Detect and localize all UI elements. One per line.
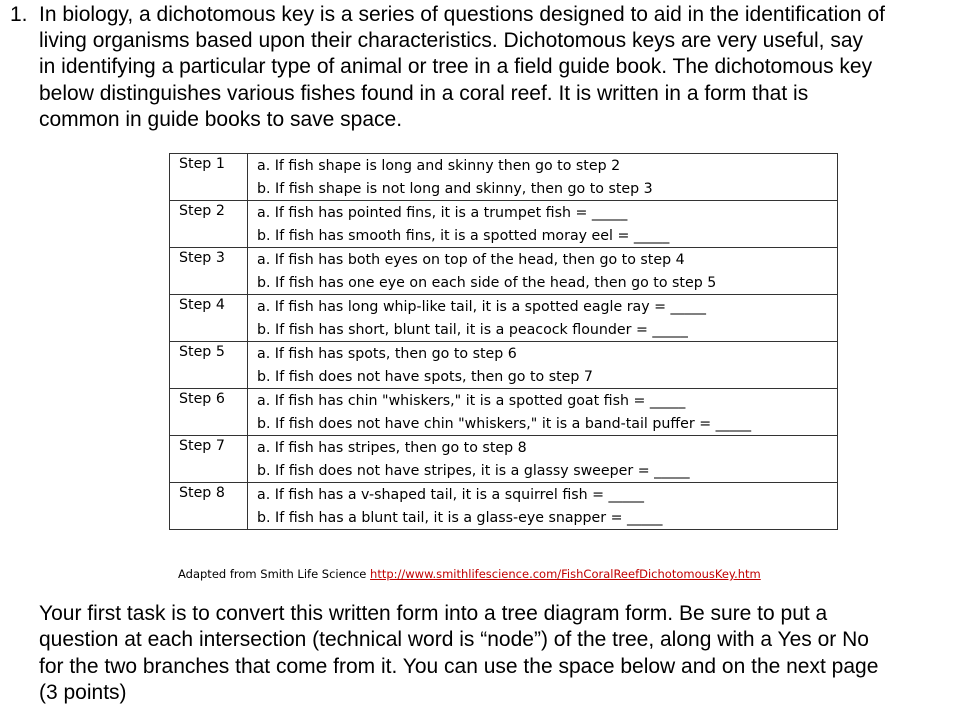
question-text xyxy=(39,2,964,133)
table-row xyxy=(170,483,838,530)
step-label: Step 8 xyxy=(170,483,248,530)
question-line: living organisms based upon their characteristics. Dichotomous keys are very useful, say xyxy=(39,29,864,53)
option-a: a. If fish has stripes, then go to step 8 xyxy=(257,440,527,456)
option-a: a. If fish has spots, then go to step 6 xyxy=(257,346,517,362)
table-row xyxy=(170,436,838,483)
step-options xyxy=(248,436,838,483)
credit-prefix: Adapted from Smith Life Science xyxy=(178,567,371,581)
table-row xyxy=(170,295,838,342)
step-label: Step 1 xyxy=(170,154,248,201)
step-label: Step 3 xyxy=(170,248,248,295)
option-b: b. If fish shape is not long and skinny, then go to step 3 xyxy=(257,180,653,197)
task-line: question at each intersection (technical word is “node”) of the tree, along with a Yes or No xyxy=(39,628,869,652)
step-label: Step 7 xyxy=(170,436,248,483)
table-row xyxy=(170,342,838,389)
table-row xyxy=(170,154,838,201)
step-label: Step 5 xyxy=(170,342,248,389)
source-credit xyxy=(178,567,761,581)
question-line: in identifying a particular type of animal or tree in a field guide book. The dichotomous key xyxy=(39,55,873,79)
question-line: common in guide books to save space. xyxy=(39,107,403,131)
task-line: for the two branches that come from it. You can use the space below and on the next page xyxy=(39,654,879,678)
step-label: Step 2 xyxy=(170,201,248,248)
option-b: b. If fish has short, blunt tail, it is a peacock flounder = _____ xyxy=(257,321,688,338)
question-number: 1. xyxy=(10,3,28,26)
option-b: b. If fish does not have chin "whiskers," it is a band-tail puffer = _____ xyxy=(257,415,752,432)
option-a: a. If fish has a v-shaped tail, it is a squirrel fish = _____ xyxy=(257,487,645,503)
step-options xyxy=(248,201,838,248)
table-row xyxy=(170,201,838,248)
option-b: b. If fish has one eye on each side of the head, then go to step 5 xyxy=(257,274,717,291)
option-a: a. If fish has long whip-like tail, it is a spotted eagle ray = _____ xyxy=(257,299,707,315)
option-b: b. If fish does not have spots, then go to step 7 xyxy=(257,368,593,385)
source-link[interactable]: http://www.smithlifescience.com/FishCoralReefDichotomousKey.htm xyxy=(370,567,761,581)
step-options xyxy=(248,483,838,530)
table-row xyxy=(170,248,838,295)
question-intro xyxy=(10,2,965,133)
task-line: Your first task is to convert this written form into a tree diagram form. Be sure to put a xyxy=(39,602,828,625)
option-a: a. If fish has pointed fins, it is a trumpet fish = _____ xyxy=(257,205,628,221)
step-label: Step 6 xyxy=(170,389,248,436)
table-row xyxy=(170,389,838,436)
option-a: a. If fish has chin "whiskers," it is a spotted goat fish = _____ xyxy=(257,393,686,409)
option-a: a. If fish shape is long and skinny then go to step 2 xyxy=(257,158,621,174)
step-options xyxy=(248,342,838,389)
task-instructions xyxy=(39,601,965,707)
option-b: b. If fish does not have stripes, it is a glassy sweeper = _____ xyxy=(257,462,690,479)
option-a: a. If fish has both eyes on top of the head, then go to step 4 xyxy=(257,252,685,268)
option-b: b. If fish has a blunt tail, it is a glass-eye snapper = _____ xyxy=(257,509,663,526)
step-options xyxy=(248,248,838,295)
option-b: b. If fish has smooth fins, it is a spotted moray eel = _____ xyxy=(257,227,670,244)
step-label: Step 4 xyxy=(170,295,248,342)
question-line: In biology, a dichotomous key is a series of questions designed to aid in the identification of xyxy=(39,3,885,26)
question-line: below distinguishes various fishes found in a coral reef. It is written in a form that is xyxy=(39,81,809,105)
task-line: (3 points) xyxy=(39,681,127,705)
dichotomous-key-table xyxy=(169,153,838,530)
step-options xyxy=(248,154,838,201)
step-options xyxy=(248,295,838,342)
step-options xyxy=(248,389,838,436)
